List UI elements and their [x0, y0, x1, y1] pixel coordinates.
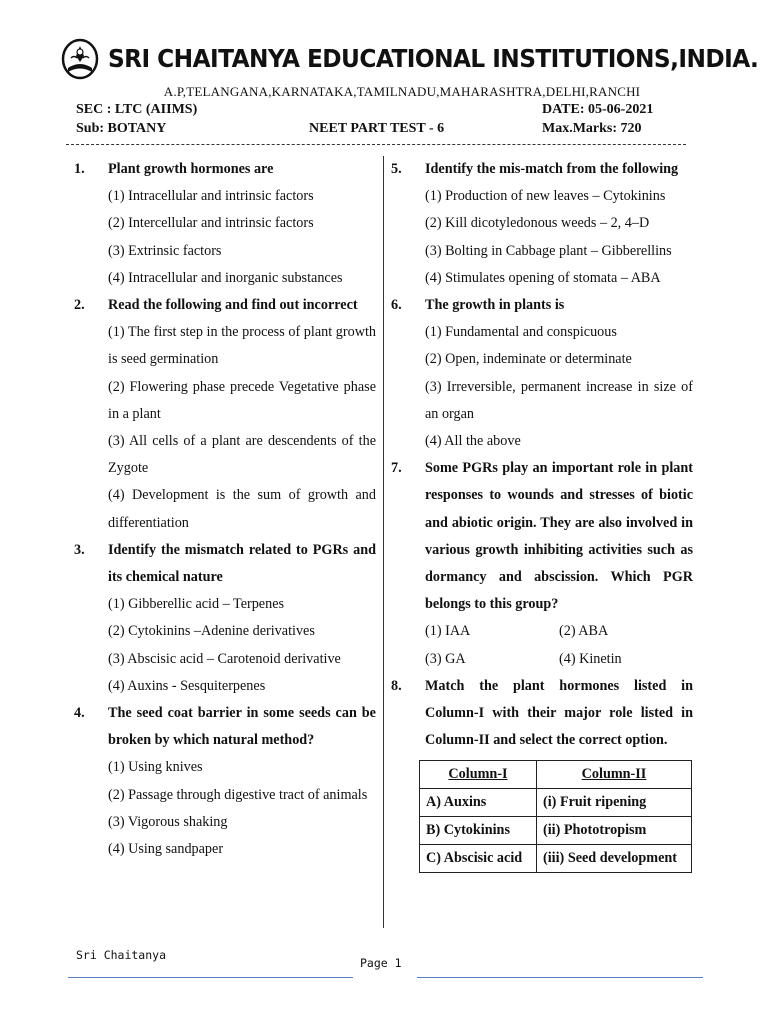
option: (2) Passage through digestive tract of animals — [108, 786, 368, 803]
institution-title: SRI CHAITANYA EDUCATIONAL INSTITUTIONS,INDIA. — [108, 44, 759, 73]
institution-logo-icon — [60, 38, 100, 80]
table-cell: (i) Fruit ripening — [537, 789, 692, 817]
question-3 — [74, 537, 376, 700]
question-text: Plant growth hormones are — [108, 161, 274, 177]
option: (3) Extrinsic factors — [108, 242, 222, 259]
table-cell: B) Cytokinins — [420, 817, 537, 845]
match-table — [419, 760, 692, 873]
option: (4) Kinetin — [559, 650, 622, 667]
column-divider — [383, 156, 384, 928]
option: (3) Irreversible, permanent increase in size of an organ — [425, 378, 693, 422]
option: (3) GA — [425, 650, 466, 667]
table-cell: (iii) Seed development — [537, 845, 692, 873]
right-column — [391, 156, 693, 873]
question-4 — [74, 700, 376, 863]
question-1 — [74, 156, 376, 292]
option: (1) IAA — [425, 623, 471, 640]
option: (4) Development is the sum of growth and differentiation — [108, 487, 376, 531]
question-number: 1. — [74, 161, 85, 177]
option: (1) Intracellular and intrinsic factors — [108, 188, 314, 205]
column-header: Column-I — [420, 761, 537, 789]
footer-rule-right — [417, 977, 703, 978]
option: (2) Intercellular and intrinsic factors — [108, 215, 314, 232]
question-text: The seed coat barrier in some seeds can be broken by which natural method? — [108, 705, 376, 749]
option: (4) Auxins - Sesquiterpenes — [108, 677, 266, 694]
question-number: 6. — [391, 297, 402, 314]
exam-date: DATE: 05-06-2021 — [542, 102, 654, 117]
section-label: SEC : LTC (AIIMS) — [76, 102, 198, 117]
option: (1) The first step in the process of plant growth is seed germination — [108, 324, 376, 368]
table-row — [420, 845, 692, 873]
question-number: 3. — [74, 541, 85, 558]
option: (2) Kill dicotyledonous weeds – 2, 4–D — [425, 215, 650, 232]
page-number: Page 1 — [360, 956, 402, 970]
page-header — [0, 0, 768, 150]
question-text: Identify the mismatch related to PGRs and its chemical nature — [108, 541, 376, 586]
question-5 — [391, 156, 693, 292]
left-column — [74, 156, 376, 863]
question-7 — [391, 455, 693, 673]
option: (4) Stimulates opening of stomata – ABA — [425, 269, 661, 286]
question-number: 5. — [391, 161, 402, 177]
option: (3) All cells of a plant are descendents of the Zygote — [108, 433, 376, 477]
option: (3) Bolting in Cabbage plant – Gibberellins — [425, 242, 672, 259]
option: (1) Fundamental and conspicuous — [425, 324, 617, 341]
question-text: Some PGRs play an important role in plant responses to wounds and stresses of biotic and abiotic origin. They are also involved in various growth inhibiting activities such as dormancy and abscission. Which PGR belongs to this group? — [425, 460, 693, 613]
footer-rule-left — [68, 977, 353, 978]
table-cell: A) Auxins — [420, 789, 537, 817]
option-row — [425, 646, 693, 673]
table-row — [420, 789, 692, 817]
option: (4) Intracellular and inorganic substances — [108, 269, 343, 286]
question-text: Match the plant hormones listed in Column-I with their major role listed in Column-II and select the correct option. — [425, 677, 693, 749]
states-line: A.P,TELANGANA,KARNATAKA,TAMILNADU,MAHARASHTRA,DELHI,RANCHI — [163, 84, 641, 99]
option: (1) Using knives — [108, 759, 203, 776]
question-number: 7. — [391, 460, 402, 477]
question-number: 2. — [74, 297, 85, 314]
option: (2) ABA — [559, 623, 609, 640]
question-text: The growth in plants is — [425, 297, 565, 314]
question-6 — [391, 292, 693, 455]
question-text: Read the following and find out incorrect — [108, 297, 358, 314]
question-8 — [391, 673, 693, 874]
footer-brand: Sri Chaitanya — [76, 948, 167, 962]
table-header-row — [420, 761, 692, 789]
table-cell: C) Abscisic acid — [420, 845, 537, 873]
question-number: 4. — [74, 705, 85, 722]
option: (2) Flowering phase precede Vegetative phase in a plant — [108, 378, 376, 422]
table-cell: (ii) Phototropism — [537, 817, 692, 845]
column-header: Column-II — [537, 761, 692, 789]
question-2 — [74, 292, 376, 537]
option: (4) Using sandpaper — [108, 841, 224, 858]
subject-label: Sub: BOTANY — [76, 121, 167, 136]
option: (3) Abscisic acid – Carotenoid derivative — [108, 650, 341, 667]
question-text: Identify the mis-match from the following — [425, 161, 679, 177]
option: (2) Cytokinins –Adenine derivatives — [108, 623, 315, 640]
option: (4) All the above — [425, 433, 521, 450]
option: (3) Vigorous shaking — [108, 813, 228, 830]
test-name: NEET PART TEST - 6 — [309, 121, 445, 136]
option: (1) Production of new leaves – Cytokinins — [425, 188, 666, 205]
table-row — [420, 817, 692, 845]
option: (1) Gibberellic acid – Terpenes — [108, 596, 285, 613]
option-row — [425, 618, 693, 645]
max-marks: Max.Marks: 720 — [542, 121, 642, 136]
question-number: 8. — [391, 677, 402, 694]
header-divider — [66, 144, 686, 145]
option: (2) Open, indeminate or determinate — [425, 351, 632, 368]
